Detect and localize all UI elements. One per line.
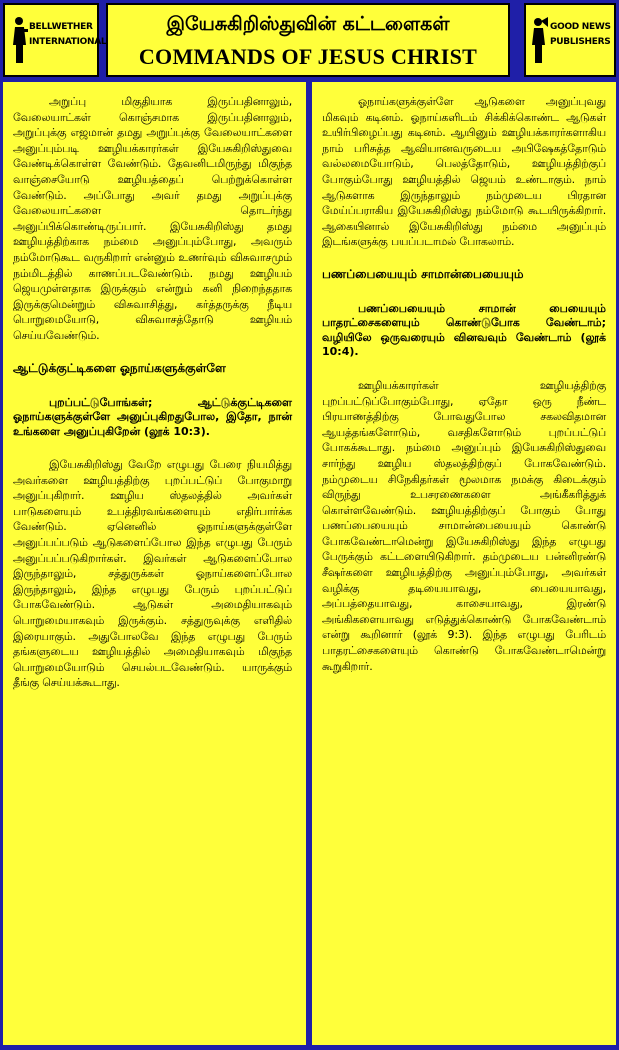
- left-paragraph-1: அறுப்பு மிகுதியாக இருப்பதினாலும், வேலையாட்கள் கொஞ்சமாக இருப்பதினாலும், அறுப்புக்கு எஜமான் தமது அறுப்புக்கு வேலையாட்களை அனுப்பும்படி ஊழியக்காரர்கள் இயேசுகிறிஸ்துவை வேண்டிக்கொள்ள வேண்டும். தேவனிடமிருந்து மிகுந்த வாஞ்சையோடு ஊழியத்தைப் பெற்றுக்கொள்ள வேண்டும். அப்போது அவர் தமது அறுப்புக்கு வேலையாட்களை தொடர்ந்து அனுப்பிக்கொண்டிருப்பார். இயேசுகிறிஸ்து தமது ஊழியத்திற்காக நம்மை அனுப்பும்போது, அவரும் நம்மோடுகூட வருகிறார் என்னும் உணர்வும் விசுவாசமும் நம்மிடத்தில் காணப்படவேண்டும். நமது ஊழியம் ஜெயமுள்ளதாக இருக்கும் என்றும் கனி நிறைந்ததாக இருக்குமென்றும் விசுவாசித்து, கர்த்தருக்கு நீடிய பொறுமையோடு, விசுவாசத்தோடு ஊழியம் செய்யவேண்டும்.: [13, 95, 292, 342]
- page-title-english: COMMANDS OF JESUS CHRIST: [138, 44, 478, 69]
- trumpet-figure-icon: [531, 15, 549, 65]
- bell-figure-icon: [11, 15, 29, 65]
- header: [3, 3, 616, 77]
- right-paragraph-1: ஓநாய்களுக்குள்ளே ஆடுகளை அனுப்புவது மிகவும் கடினம். ஓநாய்களிடம் சிக்கிக்கொண்ட ஆடுகள் உயிர்பிழைப்பது கடினம். ஆயினும் ஊழியக்காரர்களாகிய நாம் பரிசுத்த ஆவியானவருடைய அபிஷேகத்தோடும் வல்லமையோடும், பெலத்தோடும், ஊழியத்திற்குப் போகும்போது ஊழியத்தில் ஜெயம் உண்டாகும். நாம் ஆடுகளாக இருந்தாலும் நம்முடைய பிரதான மேய்ப்பராகிய இயேசுகிறிஸ்து நம்மோடு கூடயிருக்கிறார். ஆகையினால் இயேசுகிறிஸ்து நம்மை அனுப்பும் இடங்களுக்கு பயப்படாமல் போகலாம்.: [322, 95, 606, 249]
- left-column: [3, 82, 306, 1045]
- left-logo-line2: INTERNATIONAL: [29, 37, 107, 47]
- right-paragraph-2: ஊழியக்காரர்கள் ஊழியத்திற்கு புறப்பட்டுப்போகும்போது, ஏதோ ஒரு நீண்ட பிரயாணத்திற்கு போவதுபோல சகலவிதமான ஆயத்தங்களோடும், வசதிகளோடும் புறப்பட்டுப் போகக்கூடாது. நம்மை அனுப்பும் இயேசுகிறிஸ்துவை சார்ந்து ஊழிய ஸ்தலத்திற்குப் போகவேண்டும். நம்முடைய சிநேகிதர்கள் மூலமாக நமக்கு கிடைக்கும் விருந்து உபசரணைகளை அங்கீகரித்துக் கொள்ளவேண்டும். ஊழியத்திற்குப் போகும் போது பணப்பையையும் சாமான்பையையும் கொண்டு போகவேண்டாமென்று இயேசுகிறிஸ்து இந்த எழுபது பேருக்கும் கட்டளையிடுகிறார். தம்முடைய பன்னிரண்டு சீஷர்களை ஊழியத்திற்கு அனுப்பும்போது, அவர்கள் வழிக்கு தடியையாவது, பையையாவது, அப்பத்தையாவது, காசையாவது, இரண்டு அங்கிகளையாவது எடுத்துக்கொண்டு போகவேண்டாம் என்று கூறினார் (லூக் 9:3). இந்த எழுபது பேரிடம் பாதரட்சைகளையும் கொண்டு போகவேண்டாமென்று கூறுகிறார்.: [322, 378, 606, 673]
- right-logo-line1: GOOD NEWS: [550, 22, 611, 32]
- page-title-tamil: இயேசுகிறிஸ்துவின் கட்டளைகள்: [166, 13, 450, 35]
- good-news-logo: [524, 3, 616, 77]
- right-logo-text: [550, 20, 616, 50]
- right-logo-line2: PUBLISHERS: [550, 37, 611, 47]
- left-logo-line1: BELLWETHER: [29, 22, 93, 32]
- right-section-heading: பணப்பையையும் சாமான்பையையும்: [322, 266, 524, 281]
- bellwether-logo: [3, 3, 107, 77]
- left-paragraph-2: இயேசுகிறிஸ்து வேறே எழுபது பேரை நியமித்து அவர்களை ஊழியத்திற்கு புறப்பட்டுப் போகுமாறு அனுப்புகிறார். ஊழிய ஸ்தலத்தில் அவர்கள் பாடுகளையும் உபத்திரவங்களையும் எதிர்பார்க்க வேண்டும். ஏனெனில் ஓநாய்களுக்குள்ளே அனுப்பப்படும் ஆடுகளைப்போல இந்த எழுபது பேரும் அனுப்பப்படுகிறார்கள். இவர்கள் ஆடுகளைப்போல இருந்தாலும், சத்துருக்கள் ஓநாய்களைப்போல இருந்தாலும், இந்த எழுபது பேரும் புறப்பட்டுப் போகவேண்டும். ஆடுகள் அமைதியாகவும் பொறுமையாகவும் இருக்கும். சத்துருவுக்கு எளிதில் இரையாகும். அதுபோலவே இந்த எழுபது பேரும் தங்களுடைய ஊழியத்தில் அமைதியாகவும் மிகுந்த பொறுமையோடும் செயல்படவேண்டும். யாருக்கும் தீங்கு செய்யக்கூடாது.: [13, 458, 292, 690]
- right-column: [312, 82, 616, 1045]
- left-verse: புறப்பட்டுபோங்கள்; ஆட்டுக்குட்டிகளை ஓநாய்களுக்குள்ளே அனுப்புகிறதுபோல, இதோ, நான் உங்களை அனுப்புகிறேன் (லூக் 10:3).: [13, 395, 292, 438]
- title-box: [106, 3, 510, 77]
- left-logo-text: [29, 20, 107, 50]
- right-verse: பணப்பையையும் சாமான் பையையும் பாதரட்சைகளையும் கொண்டுபோக வேண்டாம்; வழியிலே ஒருவரையும் வினவவும் வேண்டாம் (லூக் 10:4).: [322, 301, 606, 359]
- left-section-heading: ஆட்டுக்குட்டிகளை ஓநாய்களுக்குள்ளே: [13, 360, 226, 375]
